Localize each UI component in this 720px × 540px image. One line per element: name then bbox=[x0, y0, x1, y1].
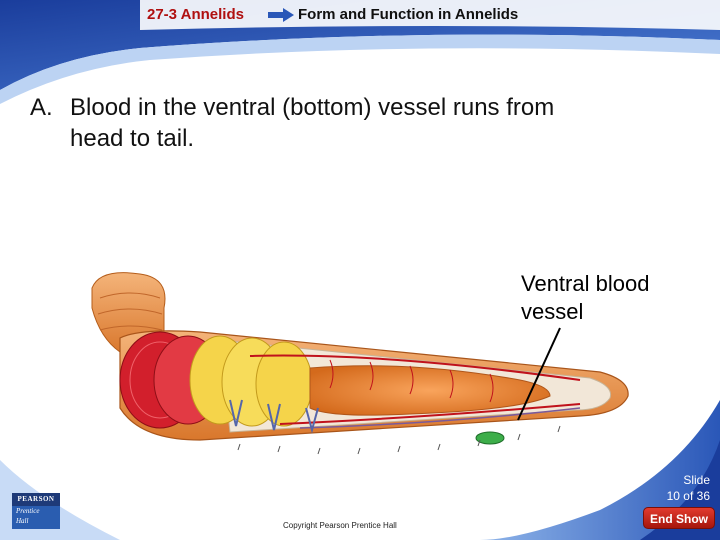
section-title: 27-3 Annelids bbox=[147, 6, 244, 23]
publisher-logo bbox=[12, 493, 60, 529]
slide-label: Slide bbox=[683, 473, 710, 487]
topic-title: Form and Function in Annelids bbox=[298, 6, 519, 23]
logo-line-1: Prentice bbox=[16, 507, 40, 515]
slide-header bbox=[0, 0, 720, 32]
slide-position: 10 of 36 bbox=[666, 489, 710, 503]
end-show-button[interactable]: End Show bbox=[643, 507, 715, 529]
logo-top-text: PEARSON bbox=[12, 493, 60, 506]
ventral-vessel-label bbox=[521, 270, 701, 326]
right-arrow-icon bbox=[268, 8, 294, 22]
bullet-marker: A. bbox=[30, 94, 53, 121]
callout-line-2: vessel bbox=[521, 299, 584, 324]
bullet-point bbox=[30, 92, 670, 154]
bullet-line-2: head to tail. bbox=[70, 125, 195, 152]
callout-line-1: Ventral blood bbox=[521, 271, 650, 296]
logo-line-2: Hall bbox=[16, 517, 29, 525]
copyright-notice: Copyright Pearson Prentice Hall bbox=[283, 521, 397, 530]
bullet-line-1: Blood in the ventral (bottom) vessel runs from bbox=[70, 94, 555, 121]
slide-counter bbox=[667, 472, 710, 504]
logo-bottom bbox=[12, 506, 60, 529]
